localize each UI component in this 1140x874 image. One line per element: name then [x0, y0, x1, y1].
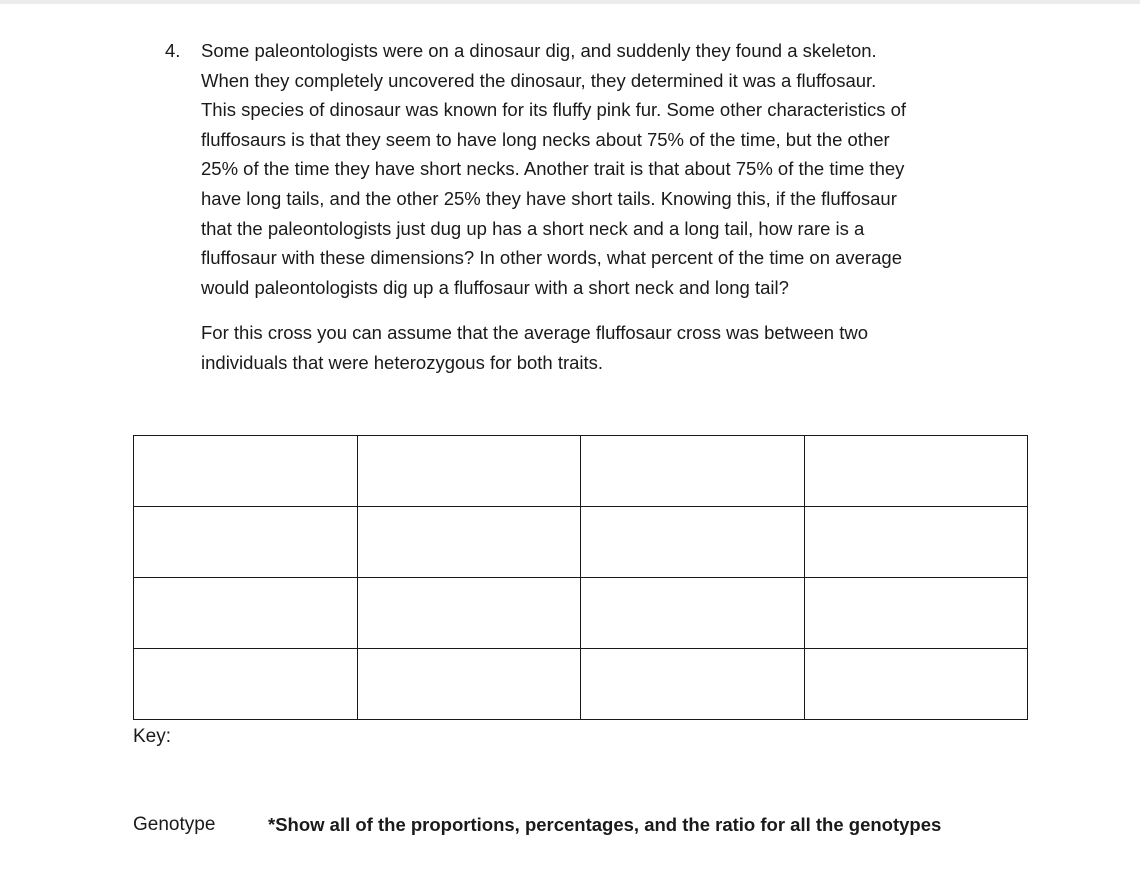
punnett-cell [581, 436, 805, 507]
punnett-cell [581, 649, 805, 720]
question-text: Some paleontologists were on a dinosaur dig, and suddenly they found a skeleton. When they completely uncovered the dinosaur, they determined it was a fluffosaur. This species of dinosaur was known for its fluffy pink fur. Some other characteristics of fluffosaurs is that they seem to have long necks about 75% of the time, but the other 25% of the time they have short necks. Another trait is that about 75% of the time they have long tails, and the other 25% they have short tails. Knowing this, if the fluffosaur that the paleontologists just dug up has a short neck and a long tail, how rare is a fluffosaur with these dimensions? In other words, what percent of the time on average would paleontologists dig up a fluffosaur with a short neck and long tail? [201, 40, 907, 298]
question-number: 4. [165, 40, 181, 61]
genotype-label: Genotype [133, 814, 216, 835]
punnett-cell [357, 507, 581, 578]
punnett-cell [581, 578, 805, 649]
punnett-cell [134, 578, 358, 649]
punnett-cell [804, 507, 1028, 578]
question-block [165, 36, 1015, 378]
punnett-cell [357, 578, 581, 649]
punnett-cell [357, 649, 581, 720]
key-label: Key: [133, 726, 172, 747]
punnett-cell [804, 578, 1028, 649]
punnett-row [134, 507, 1028, 578]
punnett-row [134, 436, 1028, 507]
page-top-edge [0, 0, 1140, 4]
punnett-cell [804, 649, 1028, 720]
punnett-cell [134, 436, 358, 507]
punnett-row [134, 578, 1028, 649]
punnett-row [134, 649, 1028, 720]
punnett-cell [134, 507, 358, 578]
question-note: For this cross you can assume that the average fluffosaur cross was between two individuals that were heterozygous for both traits. [201, 322, 869, 373]
punnett-cell [581, 507, 805, 578]
punnett-cell [804, 436, 1028, 507]
punnett-cell [357, 436, 581, 507]
punnett-cell [134, 649, 358, 720]
genotype-instructions: *Show all of the proportions, percentages, and the ratio for all the genotypes [268, 814, 942, 835]
punnett-square [133, 435, 1028, 720]
